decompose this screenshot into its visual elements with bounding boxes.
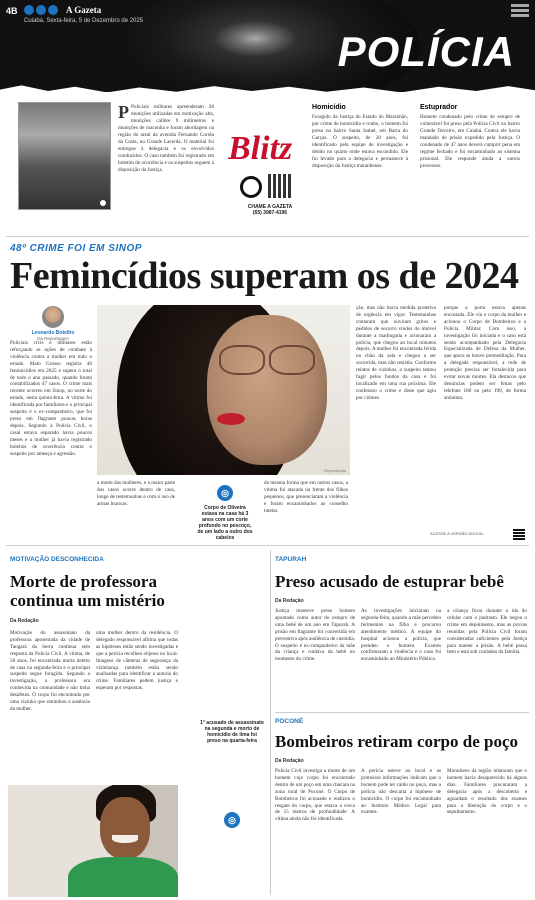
section-header: [0, 0, 535, 92]
photo-credit: Reprodução: [324, 468, 346, 473]
newspaper-logo-dots: [24, 5, 58, 15]
author-role: Da Reportagem: [37, 336, 69, 341]
main-col-4: ção, mas não havia medida protetiva de urgência em vigor. Testemunhas contaram que ouviram gritos e pedidos de socorro vindos do imóvel durante a madrugada e acionaram a polícia, que chegou ao local minutos depois. A mulher foi encontrada ferida no chão da sala e chegou a ser socorrida, mas não resistiu. Conforme relatos de vizinhos, o suspeito tentou fugir pelos fundos da casa e foi localizado em uma rua próxima. Ele confessou o crime e disse que agiu por ciúmes.: [356, 305, 436, 401]
main-photo: [97, 305, 350, 475]
blitz-brief-3: [420, 104, 520, 170]
teacher-photo: [8, 785, 178, 897]
story2-col-2: uma mulher dentro da residência. O delegado responsável afirma que todas as hipóteses estão sendo investigadas e que a perícia recolheu objetos no local. Imagens de câmeras de segurança da vizinhança também estão sendo analisadas para identificar a autoria do crime. Familiares pedem justiça e esperam por respostas.: [96, 630, 178, 692]
story2-kicker: MOTIVAÇÃO DESCONHECIDA: [10, 556, 104, 563]
blitz-brief-1-text: Policiais militares apreenderam 28 munições utilizadas em motivação alta, munições calibre 9 milímetros e munições de maconha e foram abordagem na região do areal da avenida Fernando Corrêa da Costa, no Grande Lacerda. O material foi entregue à delegacia e os envolvidos conduzidos. O caso também foi registrado em boletim de ocorrência e os suspeitos seguem à disposição da Justiça.: [118, 104, 214, 173]
edition-date: Cuiabá, Sexta-feira, 5 de Dezembro de 2025: [24, 18, 144, 24]
corner-bars-icon: [511, 4, 529, 17]
main-col-1: Policiais civis e militares estão reforçando as ações de combate à violência contra a mulher em todo o estado. Mato Grosso registra 48 feminicídios em 2025 e supera o total de todo o ano passado, quando foram contabilizados 47 casos. O crime mais recente ocorreu em Sinop, no norte do estado, nesta quinta-feira. A vítima foi identificada por familiares e o principal suspeito é o ex-companheiro, que foi preso em flagrante poucas horas depois. Segundo a Polícia Civil, o casal estava separado havia poucos meses e a mulher já havia registrado boletins de ocorrência contra o suspeito por ameaça e agressão.: [10, 340, 92, 457]
divider: [6, 236, 529, 237]
blitz-brief-2-text: Foragido da Justiça do Estado do Maranhão, por crime de homicídio e roubo, o homem foi preso no bairro Santa Isabel, em Barra do Garças. O suspeito, de 28 anos, foi identificado pela equipe de investigação e detido no quarto onde estava escondido. Ele foi levado para a delegacia e permanece à disposição da Justiça maranhense.: [312, 114, 408, 169]
story4-kicker: POCONÉ: [275, 718, 304, 725]
story3-byline: Da Redação: [275, 598, 304, 604]
author-name: Leonardo Botelho: [31, 330, 75, 336]
blitz-brief-3-text: Homem condenado pelo crime de estupro de vulnerável foi preso pela Polícia Civil no bairro Grande Terceiro, em Cuiabá. Contra ele havia mandado de prisão expedido pela Justiça. O condenado de 47 anos deverá cumprir pena em regime fechado e foi encaminhado ao sistema prisional. Ele responde ainda a outros processos.: [420, 114, 520, 169]
blitz-brief-2: [312, 104, 408, 170]
author-block: [24, 306, 82, 341]
page-number: 4B: [6, 6, 18, 16]
main-col-2: a morte das mulheres, e a maior parte dos casos ocorre dentro de casa, longe de testemunhas e com o uso de armas brancas.: [97, 480, 175, 507]
whatsapp-number: (65) 3987-4196: [252, 210, 288, 216]
camera-icon: ◎: [217, 485, 233, 501]
story2-col-1: Motivação do assassinato da professora aposentada da cidade de Tangará da Serra continua sem resposta da Polícia Civil. A vítima, de 58 anos, foi encontrada morta dentro de casa na segunda-feira e o principal suspeito segue foragido. Segundo a investigação, a professora era conhecida na comunidade e não tinha desafetos. O corpo foi encontrado por uma vizinha que estranhou a ausência da mulher.: [10, 630, 90, 712]
main-headline: Femincídios superam os de 2024: [10, 255, 519, 297]
story4-headline: Bombeiros retiram corpo de poço: [275, 732, 518, 751]
story4-col-1: Polícia Civil investiga a morte de um homem cujo corpo foi encontrado dentro de um poço em uma chácara na zona rural de Poconé. O Corpo de Bombeiros foi acionado e realizou o resgate do corpo, que estava a cerca de 15 metros de profundidade. A vítima ainda não foi identificada.: [275, 768, 355, 823]
story2-headline: Morte de professora continua um mistério: [10, 572, 165, 610]
story3-headline: Preso acusado de estuprar bebê: [275, 572, 504, 591]
main-col-5: porque a porta estava apenas encostada. Ele viu o corpo da mulher e acionou o Corpo de Bombeiros e a Polícia Militar. Com isso, a investigação foi iniciada e o caso está sendo acompanhado pela Delegacia Especializada de Defesa da Mulher, que apura se houve premeditação. Para a delegada responsável, a rede de proteção precisa ser fortalecida para evitar novas mortes. Ela destacou que denúncias podem ser feitas pelo telefone 180 ou pelo 190, de forma anônima.: [444, 305, 526, 401]
story4-col-2: A perícia esteve no local e as primeiras informações indicam que o homem pode ter caído no poço, mas a polícia não descarta a hipótese de homicídio. O corpo foi encaminhado ao Instituto Médico Legal para exames.: [361, 768, 441, 816]
story3-col-1: Justiça manteve preso homem apontado como autor do estupro de uma bebê de um ano em Tapurah. A prisão em flagrante foi convertida em preventiva após audiência de custódia. O suspeito é ex-companheiro da mãe da criança e cuidava da bebê no momento do crime.: [275, 608, 355, 663]
main-photo-caption: Corpo de Oliveira estava na casa há 3 anos com um corte profundo no pescoço, de um lado a outro dos cabelos: [197, 505, 253, 541]
whatsapp-icon: [240, 176, 262, 198]
author-avatar: [42, 306, 64, 328]
story3-col-2: As investigações iniciaram na segunda-feira, quando a mãe percebeu ferimentos na filha e procurou atendimento médico. A equipe do hospital acionou a polícia, que prendeu o homem. Exames confirmaram a violência e o caso foi encaminhado ao Ministério Público.: [361, 608, 441, 663]
blitz-brief-3-title: Estuprador: [420, 104, 458, 111]
camera-icon: ◎: [224, 812, 240, 828]
blitz-brief-1: P Policiais militares apreenderam 28 munições utilizadas em motivação alta, munições calibre 9 milímetros e munições de maconha e foram abordagem na região do areal da avenida Fernando Corrêa da Costa, no Grande Lacerda. O material foi entregue à delegacia e os envolvidos conduzidos. O caso também foi registrado em boletim de ocorrência e os suspeitos seguem à disposição da Justiça.: [118, 102, 214, 173]
divider: [275, 712, 529, 713]
blitz-photo: [18, 102, 111, 210]
section-title: POLÍCIA: [337, 28, 515, 75]
story2-photo-caption: 1° acusado de assassinato na segunda e morto de homicídio de lima foi preso na quarta-feira: [200, 720, 264, 744]
story4-col-3: Moradores da região relataram que o homem havia desaparecido há alguns dias. Familiares procuraram a delegacia após a descoberta e aguardam o resultado dos exames para a liberação do corpo e o sepultamento.: [447, 768, 527, 816]
qr-code-icon[interactable]: [268, 174, 292, 198]
blitz-brief-2-title: Homicídio: [312, 104, 346, 111]
main-col-3: da mesma forma que em outros casos, a vítima foi atacada na frente dos filhos pequenos, que presenciaram a violência e foram encaminhados ao conselho tutelar.: [264, 480, 348, 514]
red-lips: [217, 413, 245, 425]
whatsapp-contact: [240, 204, 300, 216]
blitz-briefs: [0, 96, 535, 228]
story3-col-3: a criança ficou durante a ida do celular com o padrasto. Ele negou o crime em depoimento, mas as provas reunidas pela Polícia Civil foram consideradas suficientes pela Justiça para manter a prisão. A bebê passa bem e está sob cuidados da família.: [447, 608, 527, 656]
divider: [6, 545, 529, 546]
newspaper-brand: A Gazeta: [66, 5, 102, 15]
story3-kicker: TAPURAH: [275, 556, 307, 563]
blitz-logo: Blitz: [228, 130, 293, 167]
story2-byline: Da Redação: [10, 618, 39, 624]
qr-code-icon[interactable]: [513, 528, 525, 540]
story4-byline: Da Redação: [275, 758, 304, 764]
whatsapp-label: CHAME A GAZETA: [247, 204, 293, 210]
digital-version-label: ACESSE A VERSÃO DIGITAL: [430, 531, 484, 536]
main-kicker: 48º CRIME FOI EM SINOP: [10, 243, 142, 254]
glasses: [219, 345, 265, 375]
column-divider: [270, 550, 271, 895]
